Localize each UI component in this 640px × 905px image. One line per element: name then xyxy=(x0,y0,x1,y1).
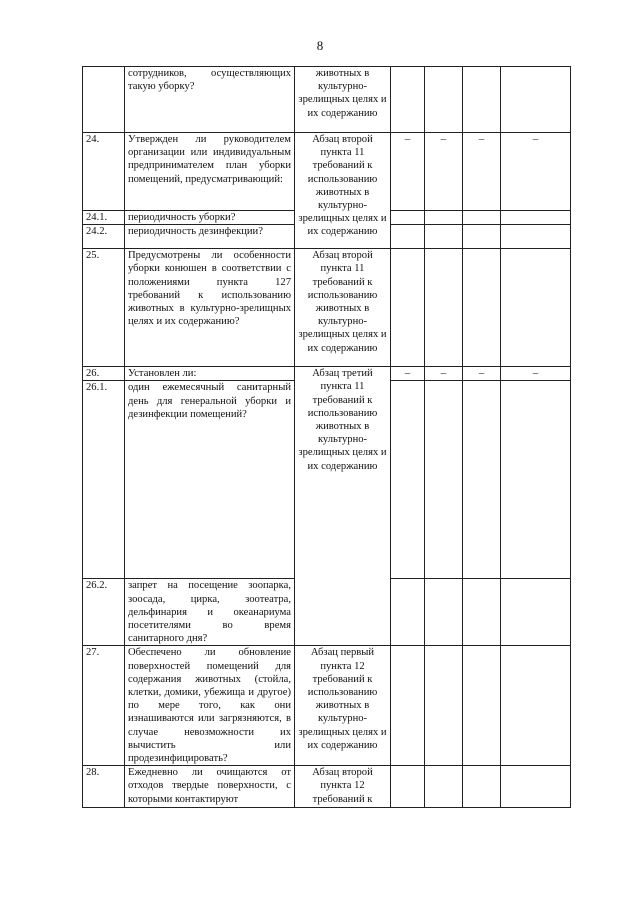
question-text: один ежемесячный санитарный день для генеральной уборки и дезинфекции помещений? xyxy=(125,381,295,579)
answer-na-cell xyxy=(463,211,501,225)
legal-reference: животных в культурно-зрелищных целях и их содержанию xyxy=(295,67,391,133)
item-number: 24. xyxy=(83,133,125,211)
answer-note-cell: – xyxy=(501,367,571,381)
legal-reference: Абзац третий пункта 11 требований к использованию животных в культурно-зрелищных целях и их содержанию xyxy=(295,367,391,646)
answer-no-cell xyxy=(425,766,463,808)
answer-no-cell xyxy=(425,67,463,133)
answer-note-cell xyxy=(501,249,571,367)
item-number xyxy=(83,67,125,133)
answer-yes-cell xyxy=(391,225,425,249)
answer-note-cell xyxy=(501,381,571,579)
answer-yes-cell xyxy=(391,579,425,646)
answer-na-cell: – xyxy=(463,367,501,381)
answer-yes-cell xyxy=(391,67,425,133)
answer-yes-cell xyxy=(391,381,425,579)
answer-yes-cell xyxy=(391,211,425,225)
question-text: Предусмотрены ли особенности уборки конюшен в соответствии с положениями пункта 127 требований к использованию животных в культурно-зрелищных целях и их содержанию? xyxy=(125,249,295,367)
answer-note-cell xyxy=(501,225,571,249)
answer-na-cell xyxy=(463,225,501,249)
table-row xyxy=(83,367,571,381)
answer-na-cell xyxy=(463,646,501,766)
answer-na-cell xyxy=(463,67,501,133)
answer-na-cell xyxy=(463,766,501,808)
question-text: периодичность уборки? xyxy=(125,211,295,225)
answer-note-cell: – xyxy=(501,133,571,211)
question-text: Ежедневно ли очищаются от отходов твердые поверхности, с которыми контактируют xyxy=(125,766,295,808)
answer-no-cell xyxy=(425,579,463,646)
answer-no-cell xyxy=(425,211,463,225)
item-number: 24.2. xyxy=(83,225,125,249)
item-number: 24.1. xyxy=(83,211,125,225)
answer-note-cell xyxy=(501,211,571,225)
answer-note-cell xyxy=(501,646,571,766)
question-text: сотрудников, осуществляющих такую уборку? xyxy=(125,67,295,133)
item-number: 25. xyxy=(83,249,125,367)
table-row xyxy=(83,249,571,367)
question-text: Установлен ли: xyxy=(125,367,295,381)
item-number: 28. xyxy=(83,766,125,808)
table-row xyxy=(83,766,571,808)
answer-yes-cell xyxy=(391,646,425,766)
answer-no-cell: – xyxy=(425,367,463,381)
checklist-table xyxy=(82,66,571,808)
answer-note-cell xyxy=(501,67,571,133)
answer-na-cell xyxy=(463,381,501,579)
item-number: 26.2. xyxy=(83,579,125,646)
answer-na-cell xyxy=(463,249,501,367)
legal-reference: Абзац второй пункта 12 требований к xyxy=(295,766,391,808)
answer-no-cell xyxy=(425,381,463,579)
answer-yes-cell: – xyxy=(391,367,425,381)
answer-no-cell: – xyxy=(425,133,463,211)
table-row xyxy=(83,67,571,133)
table-row xyxy=(83,646,571,766)
answer-note-cell xyxy=(501,579,571,646)
answer-yes-cell xyxy=(391,249,425,367)
answer-yes-cell xyxy=(391,766,425,808)
answer-no-cell xyxy=(425,225,463,249)
item-number: 26. xyxy=(83,367,125,381)
item-number: 27. xyxy=(83,646,125,766)
question-text: запрет на посещение зоопарка, зоосада, цирка, зоотеатра, дельфинария и океанариума посетителями во время санитарного дня? xyxy=(125,579,295,646)
item-number: 26.1. xyxy=(83,381,125,579)
legal-reference: Абзац первый пункта 12 требований к использованию животных в культурно-зрелищных целях и их содержанию xyxy=(295,646,391,766)
answer-no-cell xyxy=(425,646,463,766)
question-text: Обеспечено ли обновление поверхностей помещений для содержания животных (стойла, клетки, домики, убежища и другое) по мере того, как они изнашиваются или загрязняются, в случае невозможности их вычистить или продезинфицировать? xyxy=(125,646,295,766)
answer-note-cell xyxy=(501,766,571,808)
legal-reference: Абзац второй пункта 11 требований к использованию животных в культурно-зрелищных целях и их содержанию xyxy=(295,249,391,367)
table-row xyxy=(83,133,571,211)
question-text: периодичность дезинфекции? xyxy=(125,225,295,249)
answer-yes-cell: – xyxy=(391,133,425,211)
question-text: Утвержден ли руководителем организации или индивидуальным предпринимателем план уборки помещений, предусматривающий: xyxy=(125,133,295,211)
page-number: 8 xyxy=(316,38,324,53)
answer-na-cell: – xyxy=(463,133,501,211)
answer-na-cell xyxy=(463,579,501,646)
answer-no-cell xyxy=(425,249,463,367)
legal-reference: Абзац второй пункта 11 требований к использованию животных в культурно-зрелищных целях и их содержанию xyxy=(295,133,391,249)
